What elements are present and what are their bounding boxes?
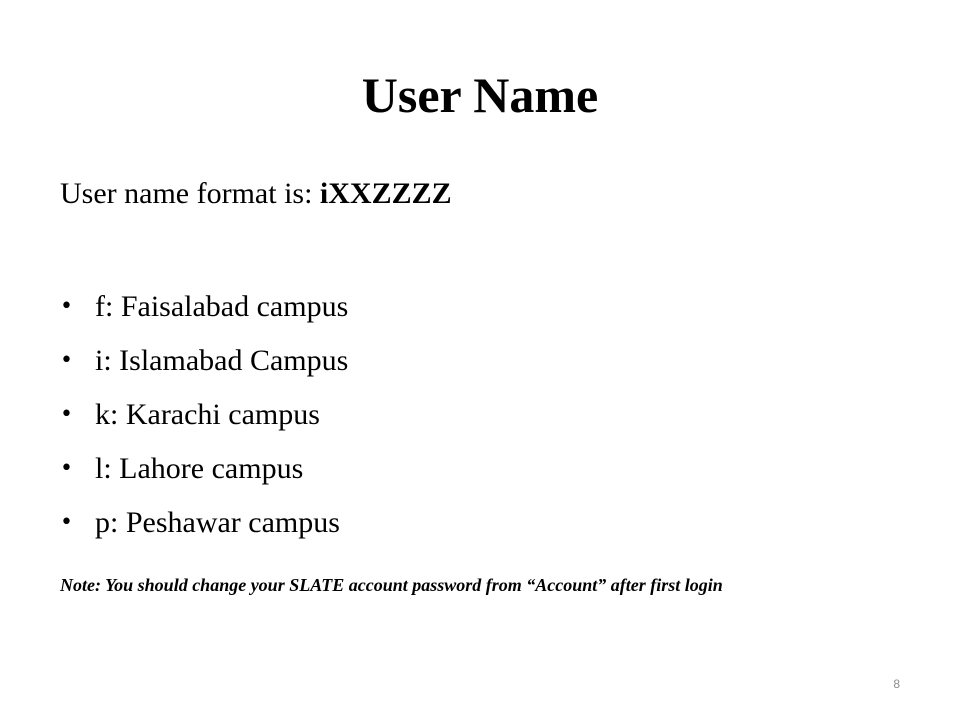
- password-change-note: Note: You should change your SLATE account password from “Account” after first login: [60, 575, 723, 595]
- bullet-icon: •: [60, 510, 73, 535]
- campus-code-text: p: Peshawar campus: [95, 506, 340, 539]
- list-item: [60, 442, 348, 496]
- list-item: [60, 496, 348, 550]
- list-item: [60, 388, 348, 442]
- campus-code-text: k: Karachi campus: [95, 398, 320, 431]
- format-label: User name format is:: [60, 177, 320, 210]
- page-number: 8: [893, 677, 900, 691]
- format-code: iXXZZZZ: [319, 177, 452, 210]
- list-item: [60, 334, 348, 388]
- bullet-icon: •: [60, 294, 73, 319]
- bullet-icon: •: [60, 348, 73, 373]
- campus-code-text: i: Islamabad Campus: [95, 344, 349, 377]
- campus-code-text: f: Faisalabad campus: [95, 290, 349, 323]
- username-format-line: [60, 174, 452, 214]
- list-item: [60, 280, 348, 334]
- slide-title: User Name: [361, 67, 599, 123]
- campus-list: [60, 280, 348, 550]
- campus-code-text: l: Lahore campus: [95, 452, 304, 485]
- bullet-icon: •: [60, 456, 73, 481]
- bullet-icon: •: [60, 402, 73, 427]
